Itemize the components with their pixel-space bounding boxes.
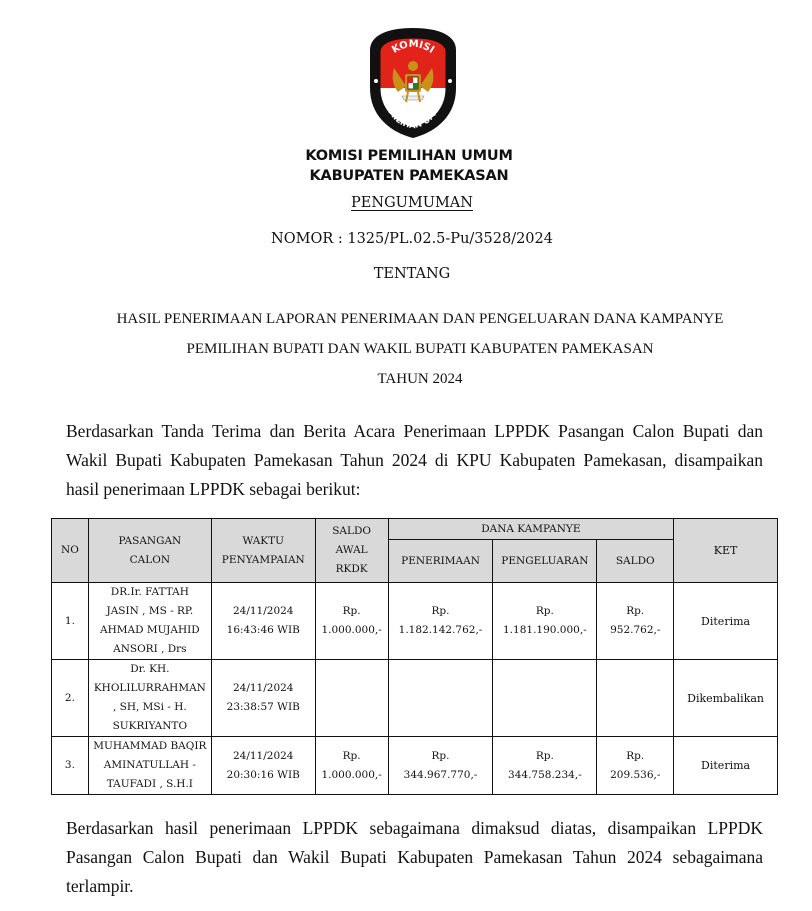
- cell-pasangan: DR.Ir. FATTAH JASIN , MS - RP. AHMAD MUJAHID ANSORI , Drs: [88, 583, 211, 660]
- cell-pasangan: Dr. KH. KHOLILURRAHMAN , SH, MSi - H. SUKRIYANTO: [88, 660, 211, 737]
- org-name-line1: KOMISI PEMILIHAN UMUM: [305, 148, 513, 164]
- header-waktu: WAKTU PENYAMPAIAN: [211, 519, 315, 583]
- org-name-line2: KABUPATEN PAMEKASAN: [309, 168, 509, 184]
- doc-title-line: HASIL PENERIMAAN LAPORAN PENERIMAAN DAN PENGELUARAN DANA KAMPANYE: [116, 311, 724, 327]
- cell-ket: Dikembalikan: [674, 660, 778, 737]
- header-pasangan-calon: PASANGAN CALON: [88, 519, 211, 583]
- table-row: [52, 583, 778, 660]
- table-row: [52, 660, 778, 737]
- doc-type: [0, 195, 812, 211]
- cell-saldo-awal: Rp. 1.000.000,-: [315, 583, 388, 660]
- cell-no: 3.: [52, 737, 89, 795]
- table-row: [52, 737, 778, 795]
- cell-saldo: Rp. 952.762,-: [597, 583, 674, 660]
- doc-title-line: PEMILIHAN BUPATI DAN WAKIL BUPATI KABUPATEN PAMEKASAN: [186, 341, 654, 357]
- doc-number: NOMOR : 1325/PL.02.5-Pu/3528/2024: [271, 231, 553, 247]
- cell-penerimaan: [388, 660, 493, 737]
- cell-waktu: 24/11/2024 23:38:57 WIB: [211, 660, 315, 737]
- header-no: NO: [52, 519, 89, 583]
- doc-title: [40, 304, 800, 394]
- cell-penerimaan: Rp. 344.967.770,-: [388, 737, 493, 795]
- cell-waktu: 24/11/2024 16:43:46 WIB: [211, 583, 315, 660]
- intro-paragraph: Berdasarkan Tanda Terima dan Berita Acara Penerimaan LPPDK Pasangan Calon Bupati dan Wakil Bupati Kabupaten Pamekasan Tahun 2024 di KPU Kabupaten Pamekasan, disampaikan hasil penerimaan LPPDK sebagai berikut:: [66, 421, 763, 499]
- kpu-emblem-icon: [366, 26, 460, 138]
- cell-saldo: [597, 660, 674, 737]
- header-penerimaan: PENERIMAAN: [388, 540, 493, 583]
- header-ket: KET: [674, 519, 778, 583]
- logo-bottom-text: PEMILIHAN UMUM: [380, 97, 446, 132]
- header-saldo-awal: SALDO AWAL RKDK: [315, 519, 388, 583]
- doc-type-label: PENGUMUMAN: [351, 195, 473, 211]
- cell-saldo-awal: Rp. 1.000.000,-: [315, 737, 388, 795]
- cell-waktu: 24/11/2024 20:30:16 WIB: [211, 737, 315, 795]
- cell-saldo: Rp. 209.536,-: [597, 737, 674, 795]
- logo-top-text: KOMISI: [390, 38, 437, 56]
- results-table: [51, 518, 778, 795]
- cell-no: 1.: [52, 583, 89, 660]
- tentang-label: TENTANG: [373, 266, 451, 282]
- header-dana-kampanye: DANA KAMPANYE: [388, 519, 674, 540]
- cell-pengeluaran: Rp. 1.181.190.000,-: [493, 583, 597, 660]
- cell-ket: Diterima: [674, 737, 778, 795]
- cell-pasangan: MUHAMMAD BAQIR AMINATULLAH - TAUFADI , S.H.I: [88, 737, 211, 795]
- cell-pengeluaran: [493, 660, 597, 737]
- cell-pengeluaran: Rp. 344.758.234,-: [493, 737, 597, 795]
- doc-title-line: TAHUN 2024: [377, 371, 463, 387]
- cell-penerimaan: Rp. 1.182.142.762,-: [388, 583, 493, 660]
- cell-saldo-awal: [315, 660, 388, 737]
- header-pengeluaran: PENGELUARAN: [493, 540, 597, 583]
- header-saldo: SALDO: [597, 540, 674, 583]
- cell-no: 2.: [52, 660, 89, 737]
- cell-ket: Diterima: [674, 583, 778, 660]
- closing-paragraph: Berdasarkan hasil penerimaan LPPDK sebagaimana dimaksud diatas, disampaikan LPPDK Pasangan Calon Bupati dan Wakil Bupati Kabupaten Pamekasan Tahun 2024 sebagaimana terlampir.: [66, 818, 763, 896]
- kpu-logo: [366, 26, 460, 138]
